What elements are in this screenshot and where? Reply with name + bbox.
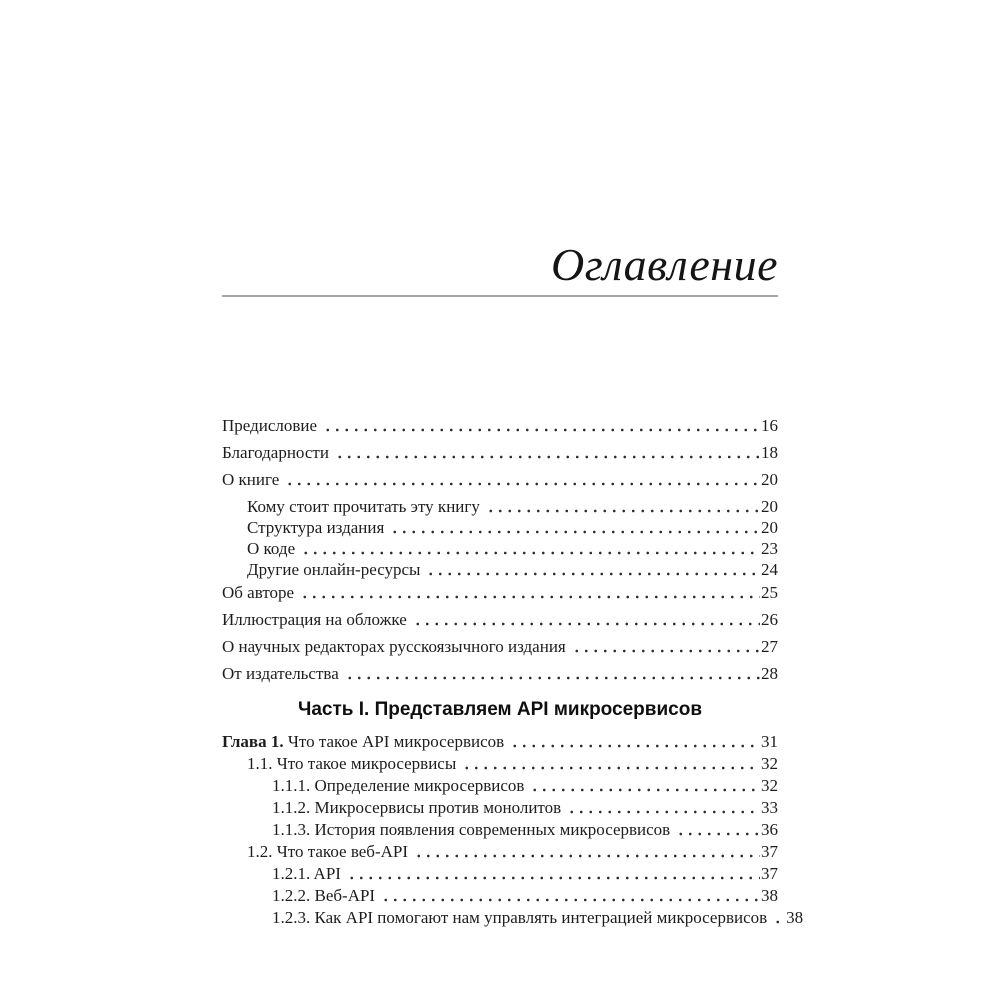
dot-leader <box>773 920 785 924</box>
toc-page-number: 38 <box>761 886 778 905</box>
toc-page-number: 18 <box>761 443 778 462</box>
toc-chapters <box>222 732 804 928</box>
toc-page-number: 20 <box>761 497 778 516</box>
toc-entry-label: О научных редакторах русскоязычного издания <box>222 637 566 656</box>
dot-leader <box>413 622 760 626</box>
dot-leader <box>426 572 760 576</box>
toc-row <box>222 732 778 752</box>
toc-row <box>222 842 778 862</box>
dot-leader <box>567 810 760 814</box>
part-heading: Часть I. Представляем API микросервисов <box>297 699 702 720</box>
toc-row <box>222 416 778 436</box>
dot-leader <box>572 649 760 653</box>
toc-row <box>222 539 778 559</box>
toc-entry-label: Предисловие <box>222 416 318 435</box>
toc-entry-label: 1.1.1. Определение микросервисов <box>272 776 525 795</box>
dot-leader <box>285 482 760 486</box>
toc-entry-label: Другие онлайн-ресурсы <box>247 560 421 579</box>
toc-page-number: 26 <box>761 610 778 629</box>
toc-row <box>222 518 778 538</box>
toc-page-number: 32 <box>761 776 778 795</box>
toc-entry-label: О книге <box>222 470 280 489</box>
toc-entry-label: Благодарности <box>222 443 329 462</box>
toc-entry-label: 1.1.2. Микросервисы против монолитов <box>272 798 562 817</box>
toc-row <box>222 754 778 774</box>
toc-page-number: 36 <box>761 820 778 839</box>
toc-row <box>222 864 778 884</box>
toc-page-number: 24 <box>761 560 778 579</box>
dot-leader <box>335 455 760 459</box>
dot-leader <box>300 595 760 599</box>
toc-page-number: 27 <box>761 637 778 656</box>
toc-row <box>222 443 778 463</box>
toc-page-number: 20 <box>761 518 778 537</box>
toc-row <box>222 820 778 840</box>
toc-row <box>222 637 778 657</box>
toc-entry-label: Кому стоит прочитать эту книгу <box>247 497 480 516</box>
dot-leader <box>347 876 760 880</box>
toc-entry-label: 1.2.1. API <box>272 864 341 883</box>
dot-leader <box>530 788 760 792</box>
toc-entry-label: Что такое API микросервисов <box>287 732 505 751</box>
dot-leader <box>345 676 760 680</box>
dot-leader <box>390 530 760 534</box>
toc-page-number: 33 <box>761 798 778 817</box>
toc-entry-label: Иллюстрация на обложке <box>222 610 407 629</box>
page-title: Оглавление <box>550 239 778 290</box>
toc-row <box>222 610 778 630</box>
toc-page-number: 37 <box>761 864 778 883</box>
toc-row <box>222 908 804 928</box>
toc-page-number: 31 <box>761 732 778 751</box>
table-of-contents <box>222 416 804 930</box>
toc-row <box>222 776 778 796</box>
toc-page-number: 28 <box>761 664 778 683</box>
toc-page-number: 32 <box>761 754 778 773</box>
toc-entry-label: Структура издания <box>247 518 385 537</box>
toc-entry-label: 1.2.2. Веб-API <box>272 886 376 905</box>
toc-row <box>222 583 778 603</box>
toc-entry-label: Об авторе <box>222 583 295 602</box>
toc-entry-label: О коде <box>247 539 296 558</box>
dot-leader <box>414 854 760 858</box>
toc-page-number: 16 <box>761 416 778 435</box>
toc-entry-label: 1.1.3. История появления современных микросервисов <box>272 820 671 839</box>
toc-entry-label: 1.1. Что такое микросервисы <box>247 754 457 773</box>
dot-leader <box>486 509 760 513</box>
dot-leader <box>381 898 760 902</box>
dot-leader <box>510 744 760 748</box>
toc-entry-label: 1.2.3. Как API помогают нам управлять интеграцией микросервисов <box>272 908 768 927</box>
toc-page-number: 20 <box>761 470 778 489</box>
toc-row <box>222 560 778 580</box>
toc-entry-label: 1.2. Что такое веб-API <box>247 842 409 861</box>
toc-row <box>222 497 778 517</box>
toc-page-number: 23 <box>761 539 778 558</box>
toc-front-matter <box>222 416 778 684</box>
title-rule <box>222 295 778 297</box>
toc-page-number: 37 <box>761 842 778 861</box>
chapter-number-prefix: Глава 1. <box>222 732 288 751</box>
toc-row <box>222 886 778 906</box>
dot-leader <box>301 551 760 555</box>
toc-entry-label: От издательства <box>222 664 339 683</box>
dot-leader <box>323 428 760 432</box>
dot-leader <box>676 832 760 836</box>
toc-row <box>222 798 778 818</box>
dot-leader <box>462 766 760 770</box>
toc-page-number: 25 <box>761 583 778 602</box>
toc-row <box>222 664 778 684</box>
toc-row <box>222 470 778 490</box>
toc-page-number: 38 <box>786 908 804 927</box>
